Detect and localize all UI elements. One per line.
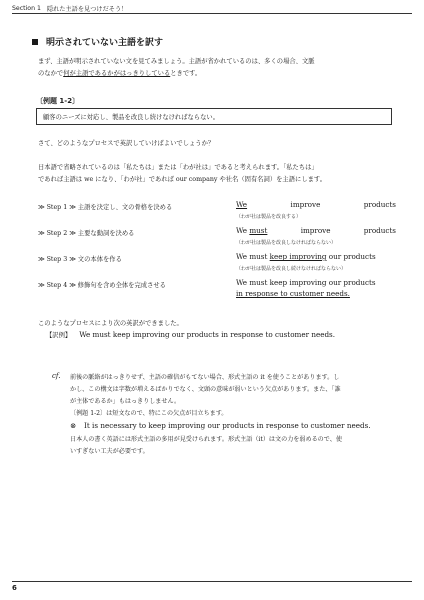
example2-reference: 〔例題 1-2〕は短文なので、特にこの欠点が目立ちます。 — [70, 410, 228, 417]
step-english — [236, 200, 396, 209]
example-box — [36, 108, 392, 125]
ng-example — [70, 421, 371, 430]
step-note: （わが社は製品を改良し続けなければならない） — [236, 266, 347, 272]
step-line-underlined: in response to customer needs. — [236, 289, 350, 298]
step-english — [236, 252, 396, 261]
cf-line: が主体であるか」もはっきりしません。 — [70, 398, 181, 405]
translation-label: 【訳例】 — [46, 332, 72, 339]
ng-sentence: It is necessary to keep improving our products in response to customer needs. — [84, 421, 371, 430]
note-line: 日本人の書く英語には形式主語の多用が見受けられます。形式主語（it）は文の力を弱めるので、使 — [70, 436, 342, 443]
step-english — [236, 278, 396, 298]
cf-line: 前後の脈絡がはっきりせず、主語の確信がもてない場合、形式主語の it を使うことがあります。し — [70, 374, 340, 381]
intro-line-1: まず、主語が明示されていない文を見てみましょう。主語が省かれているのは、多くの場合、文脈 — [38, 58, 315, 65]
step-word: our products — [326, 252, 376, 261]
prohibited-icon: ⊗ — [70, 421, 77, 430]
header-rule — [12, 13, 412, 14]
step-word: must — [249, 226, 268, 235]
step-label: ≫ Step 2 ≫ 主要な動詞を決める — [38, 230, 135, 237]
example-text: 顧客のニーズに対応し、製品を改良し続けなければならない。 — [43, 114, 219, 121]
step-label: ≫ Step 3 ≫ 文の本体を作る — [38, 256, 122, 263]
cf-line: かし、この構文は字数が増えるばかりでなく、文頭の意味が弱いという欠点があります。また、「誰 — [70, 386, 341, 393]
step-word: improve — [290, 200, 321, 209]
explanation-paragraph — [38, 162, 394, 186]
intro-paragraph — [38, 56, 394, 80]
step-english — [236, 226, 396, 235]
example-label: 〔例題 1-2〕 — [36, 97, 80, 105]
page-number: 6 — [12, 584, 17, 592]
footer-rule — [12, 581, 412, 582]
question-text: さて、どのようなプロセスで英訳していけばよいでしょうか？ — [38, 140, 215, 147]
result-intro: このようなプロセスにより次の英訳ができました。 — [38, 320, 183, 327]
translation-sentence: We must keep improving our products in response to customer needs. — [79, 330, 336, 339]
step-word: improve — [300, 226, 331, 235]
step-note: （わが社は製品を改良しなければならない） — [236, 240, 337, 246]
explanation-line-1: 日本語で省略されているのは「私たちは」または「わが社は」であると考えられます。「私たちは」 — [38, 164, 318, 171]
step-line: We must keep improving our products — [236, 278, 376, 287]
intro-line-2 — [38, 68, 394, 80]
example2-note — [70, 434, 392, 458]
explanation-line-2: であれば主語は we になり、「わが社」であれば our company や社名（固有名詞）を主語にします。 — [38, 176, 326, 183]
step-word: products — [363, 226, 396, 235]
step-note: （わが社は製品を改良する） — [236, 214, 302, 220]
section-title: 隠れた主語を見つけだそう！ — [46, 5, 128, 13]
section-heading — [32, 35, 163, 48]
heading-text: 明示されていない主語を訳す — [46, 38, 164, 48]
intro-text: のなかで — [38, 70, 64, 77]
step-word: We must — [236, 252, 270, 261]
step-word: products — [363, 200, 396, 209]
square-bullet-icon — [32, 39, 38, 45]
step-label: ≫ Step 1 ≫ 主語を決定し、文の骨格を決める — [38, 204, 173, 211]
intro-text-end: ときです。 — [170, 70, 202, 77]
cf-text — [70, 372, 396, 408]
step-word: We — [236, 200, 248, 209]
translation-example — [46, 330, 335, 339]
step-4 — [38, 278, 398, 308]
step-label: ≫ Step 4 ≫ 修飾句を含め全体を完成させる — [38, 282, 166, 289]
cf-mark: cf. — [52, 372, 61, 380]
section-label: Section 1 — [12, 4, 41, 12]
note-line: いすぎない工夫が必要です。 — [70, 448, 149, 455]
step-word: We — [236, 226, 248, 235]
step-word: keep improving — [269, 252, 327, 261]
intro-underlined: 何が主語であるかがはっきりしている — [63, 70, 171, 77]
